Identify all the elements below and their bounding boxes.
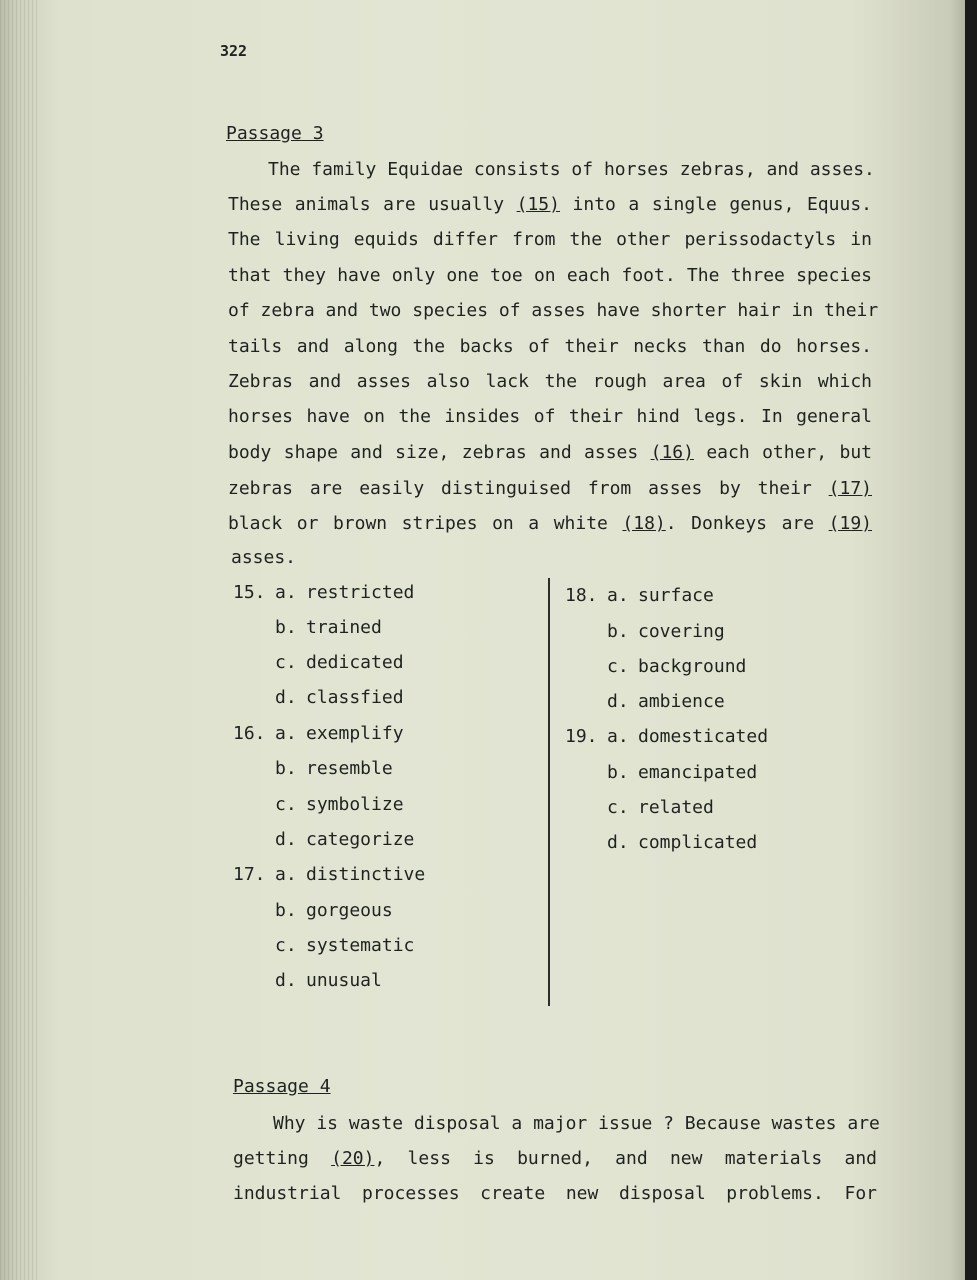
page-number: 322 xyxy=(220,42,248,60)
blank-17: (17) xyxy=(828,478,872,499)
passage-4-line xyxy=(273,1112,880,1136)
passage-3-line xyxy=(228,299,879,323)
option-letter: a. xyxy=(275,723,297,744)
option-letter: c. xyxy=(275,794,297,815)
passage-4-line xyxy=(233,1182,877,1206)
passage-3-line xyxy=(228,335,872,359)
blank-19: (19) xyxy=(828,513,872,534)
option-text: surface xyxy=(638,585,714,606)
option-letter: a. xyxy=(607,585,629,606)
option-text: emancipated xyxy=(638,762,758,783)
option-text: unusual xyxy=(306,970,382,991)
text-run: asses. xyxy=(231,547,297,568)
passage-3-line xyxy=(228,193,872,217)
question-number: 18. xyxy=(565,585,598,606)
option-letter: d. xyxy=(275,829,297,850)
blank-20: (20) xyxy=(331,1148,375,1169)
option-text: systematic xyxy=(306,935,415,956)
question-number: 15. xyxy=(233,582,266,603)
option-text: gorgeous xyxy=(306,900,393,921)
blank-16: (16) xyxy=(650,442,694,463)
option-text: trained xyxy=(306,617,382,638)
passage-3-line xyxy=(231,546,875,570)
option-text: symbolize xyxy=(306,794,404,815)
column-divider xyxy=(548,578,550,1006)
passage-3-line xyxy=(228,405,872,429)
question-number: 17. xyxy=(233,864,266,885)
passage-4-heading: Passage 4 xyxy=(233,1076,331,1097)
text-run: . Donkeys are xyxy=(665,513,829,534)
option-letter: d. xyxy=(275,970,297,991)
option-letter: c. xyxy=(275,935,297,956)
option-letter: d. xyxy=(275,687,297,708)
text-run: The family Equidae consists of horses zebras, and asses. xyxy=(268,159,875,180)
option-text: exemplify xyxy=(306,723,404,744)
option-letter: b. xyxy=(275,900,297,921)
text-run: black or brown stripes on a white xyxy=(228,513,623,534)
text-run: industrial processes create new disposal problems. For xyxy=(233,1183,877,1204)
option-letter: c. xyxy=(607,797,629,818)
text-run: that they have only one toe on each foot. The three species xyxy=(228,265,872,286)
text-run: tails and along the backs of their necks than do horses. xyxy=(228,336,872,357)
blank-18: (18) xyxy=(622,513,666,534)
option-letter: d. xyxy=(607,691,629,712)
option-letter: b. xyxy=(607,621,629,642)
option-letter: d. xyxy=(607,832,629,853)
text-run: getting xyxy=(233,1148,332,1169)
passage-3-line xyxy=(228,264,872,288)
option-letter: a. xyxy=(275,582,297,603)
option-letter: c. xyxy=(275,652,297,673)
option-text: background xyxy=(638,656,747,677)
option-letter: b. xyxy=(607,762,629,783)
option-text: classfied xyxy=(306,687,404,708)
passage-3-line xyxy=(228,512,872,536)
option-text: ambience xyxy=(638,691,725,712)
option-letter: b. xyxy=(275,758,297,779)
passage-4-line xyxy=(233,1147,877,1171)
text-run: zebras are easily distinguised from asses by their xyxy=(228,478,829,499)
passage-3-heading: Passage 3 xyxy=(226,123,324,144)
text-run: into a single genus, Equus. xyxy=(559,194,872,215)
passage-3-line xyxy=(268,158,875,182)
passage-3-line xyxy=(228,441,872,465)
option-text: dedicated xyxy=(306,652,404,673)
text-run: of zebra and two species of asses have shorter hair in their xyxy=(228,300,879,321)
blank-15: (15) xyxy=(516,194,560,215)
passage-3-line xyxy=(228,477,872,501)
text-run: body shape and size, zebras and asses xyxy=(228,442,651,463)
option-text: related xyxy=(638,797,714,818)
text-run: Why is waste disposal a major issue ? Because wastes are xyxy=(273,1113,880,1134)
text-run: horses have on the insides of their hind legs. In general xyxy=(228,406,872,427)
text-run: These animals are usually xyxy=(228,194,517,215)
question-number: 16. xyxy=(233,723,266,744)
option-text: domesticated xyxy=(638,726,769,747)
text-run: Zebras and asses also lack the rough area of skin which xyxy=(228,371,872,392)
option-letter: a. xyxy=(275,864,297,885)
text-run: , less is burned, and new materials and xyxy=(374,1148,877,1169)
text-run: The living equids differ from the other perissodactyls in xyxy=(228,229,872,250)
option-text: covering xyxy=(638,621,725,642)
text-run: each other, but xyxy=(693,442,872,463)
passage-3-line xyxy=(228,228,872,252)
option-text: complicated xyxy=(638,832,758,853)
option-text: resemble xyxy=(306,758,393,779)
option-text: categorize xyxy=(306,829,415,850)
option-letter: a. xyxy=(607,726,629,747)
question-number: 19. xyxy=(565,726,598,747)
option-letter: c. xyxy=(607,656,629,677)
option-text: restricted xyxy=(306,582,415,603)
option-text: distinctive xyxy=(306,864,426,885)
passage-3-line xyxy=(228,370,872,394)
option-letter: b. xyxy=(275,617,297,638)
